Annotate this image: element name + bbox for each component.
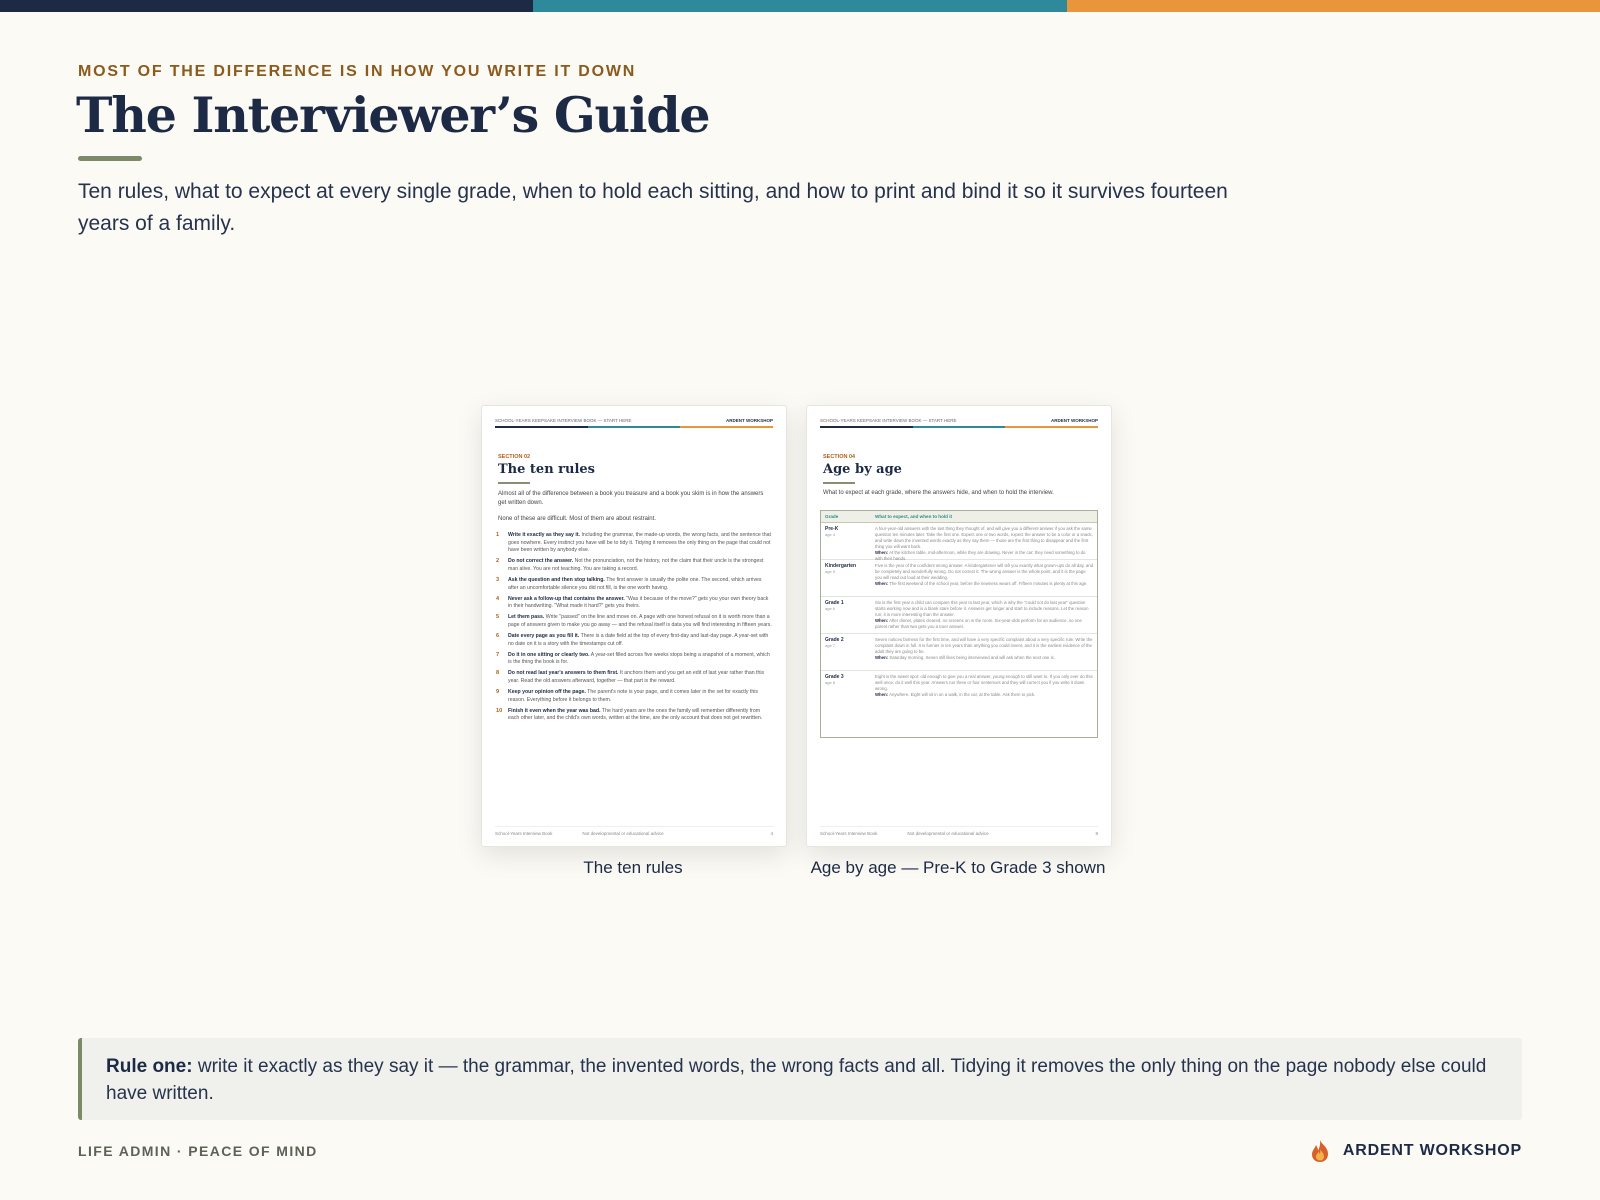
thumb-subtitle: What to expect at each grade, where the answers hide, and when to hold the interview. (823, 490, 1054, 496)
thumb-footer-mid: Not developmental or educational advice (907, 831, 989, 836)
rule-item (496, 689, 772, 704)
rule-head: Keep your opinion off the page. (508, 689, 586, 696)
eyebrow: MOST OF THE DIFFERENCE IS IN HOW YOU WRITE IT DOWN (78, 63, 637, 80)
rule-text (508, 558, 772, 573)
rule-body: "Was it because of the move?" gets you your own theory back in their handwriting. "What made it hard?" gets you theirs. (508, 595, 769, 610)
thumb-footer (495, 826, 773, 836)
rule-item (496, 558, 772, 573)
rule-item (496, 708, 772, 723)
rule-head: Date every page as you fill it. (508, 633, 580, 640)
grade-age: age 5 (825, 569, 836, 574)
rule-body: The hard years are the ones the family will remember differently from each other later, and the child's own words, written at the time, are the only account that does not get rewritten. (508, 707, 763, 722)
thumb-stripe (820, 426, 1098, 428)
rule-head: Finish it even when the year was bad. (508, 707, 601, 714)
when-label: When: (875, 692, 889, 697)
rule-body: A year-set filled across five weeks stops being a snapshot of a moment, which is the thing the book is for. (508, 651, 770, 666)
rule-number: 10 (496, 707, 503, 714)
age-table-row (821, 560, 1097, 597)
rule-item (496, 670, 772, 685)
grade-label: Grade 2 (825, 637, 844, 643)
top-color-stripe (0, 0, 1600, 12)
age-table-row (821, 671, 1097, 708)
expect-cell (875, 600, 1097, 630)
grade-cell (821, 600, 875, 630)
when-text: At the kitchen table, mid-afternoon, while they are drawing. Never in the car; they need something to do with their hands. (875, 550, 1086, 561)
thumbnail-caption-age-by-age: Age by age — Pre-K to Grade 3 shown (810, 858, 1106, 877)
expect-text: Eight is the sweet spot: old enough to give you a real answer, young enough to still want to. If you only ever do this well once, do it well this year. Answers run three or four sentences and they will correct you if you write it down wrong. (875, 674, 1093, 691)
page-title: The Interviewer’s Guide (76, 86, 710, 144)
grade-cell (821, 674, 875, 705)
grade-label: Kindergarten (825, 563, 857, 569)
rule-body: The first answer is usually the polite one. The second, which arrives after an uncomfortable silence you did not fill, is the one worth having. (508, 576, 762, 591)
rule-body: The parent's note is your page, and it comes later in the set for exactly this reason. Everything before it belongs to them. (508, 689, 758, 703)
rule-item (496, 596, 772, 611)
age-table-row (821, 597, 1097, 634)
rule-item (496, 614, 772, 629)
thumb-intro-text: Almost all of the difference between a book you treasure and a book you skim is in how the answers get written down. (498, 491, 764, 506)
thumbnail-age-by-age[interactable] (806, 405, 1112, 847)
rule-body: Write "passed" on the line and move on. A page with one honest refusal on it is worth more than a page of answers given to make you go away — and the refusal itself is data you will find interesting in fifteen years. (508, 614, 772, 628)
rule-head: Let them pass. (508, 614, 545, 621)
rule-body: Including the grammar, the made-up words, the wrong facts, and the sentence that goes nowhere. Every instinct you have will be to tidy it. Tidying it removes the only thing on the page that could not have been written by anybody else. (508, 532, 771, 554)
grade-cell (821, 637, 875, 667)
rule-text (508, 633, 772, 648)
rule-text (508, 577, 772, 592)
footer-brand (1309, 1139, 1522, 1163)
grade-age: age 6 (825, 606, 836, 611)
thumb-header-left: SCHOOL-YEARS KEEPSAKE INTERVIEW BOOK — START HERE (820, 418, 957, 423)
rules-list (496, 532, 772, 726)
when-label: When: (875, 550, 889, 555)
thumb-footer (820, 826, 1098, 836)
grade-label: Grade 3 (825, 674, 844, 680)
rule-head: Do not correct the answer. (508, 558, 574, 565)
thumb-footer-left: School-Years Interview Book (820, 831, 878, 836)
age-table-row (821, 634, 1097, 671)
thumb-header-right: ARDENT WORKSHOP (1051, 418, 1098, 423)
when-label: When: (875, 655, 889, 660)
rule-item (496, 532, 772, 555)
flame-icon (1309, 1139, 1331, 1163)
footer-tagline: LIFE ADMIN · PEACE OF MIND (78, 1143, 318, 1159)
thumb-section: SECTION 02 (498, 454, 531, 460)
rule-body: There is a date field at the top of every first-day and last-day page. A year-set with no date on it is a story with the timestamps cut off. (508, 633, 769, 647)
grade-label: Grade 1 (825, 600, 844, 606)
rule-number: 5 (496, 614, 500, 621)
thumbnail-ten-rules[interactable] (481, 405, 787, 847)
expect-cell (875, 526, 1097, 561)
rule-number: 6 (496, 633, 500, 640)
brand-name: ARDENT WORKSHOP (1342, 1142, 1522, 1159)
expect-cell (875, 674, 1097, 705)
rule-number: 2 (496, 558, 500, 565)
rule-text (508, 689, 772, 704)
grade-age: age 8 (825, 680, 836, 685)
age-table (820, 510, 1098, 738)
age-table-header-expect: What to expect, and when to hold it (875, 514, 953, 519)
when-text: Anywhere. Eight will sit in on a walk, in the car, at the table. Ask them to pick. (889, 692, 1036, 697)
rule-text (508, 670, 772, 685)
rule-item (496, 577, 772, 592)
grade-label: Pre-K (825, 526, 839, 532)
rule-number: 3 (496, 576, 500, 583)
thumb-footer-page: 8 (1095, 831, 1098, 836)
lede: Ten rules, what to expect at every single grade, when to hold each sitting, and how to print and bind it so it survives fourteen years of a family. (78, 180, 1228, 235)
age-table-body (821, 523, 1097, 708)
rule-item (496, 652, 772, 667)
when-label: When: (875, 618, 889, 623)
when-text: The first weekend of the school year, before the newness wears off. Fifteen minutes is plenty at this age. (889, 581, 1088, 586)
rule-text (508, 708, 772, 723)
rule-number: 9 (496, 689, 500, 696)
thumb-header (820, 418, 1098, 423)
grade-age: age 4 (825, 532, 836, 537)
rule-head: Ask the question and then stop talking. (508, 576, 605, 583)
when-text: Saturday morning. Seven still likes being interviewed and will ask when the next one is. (889, 655, 1055, 660)
stripe-teal (533, 0, 1066, 12)
age-table-row (821, 523, 1097, 560)
thumb-intro-text-2: None of these are difficult. Most of them are about restraint. (498, 516, 656, 522)
rule-text (508, 652, 772, 667)
thumb-footer-page: 4 (770, 831, 773, 836)
rule-number: 7 (496, 651, 500, 658)
when-label: When: (875, 581, 889, 586)
rule-text (508, 614, 772, 629)
thumb-header-left: SCHOOL-YEARS KEEPSAKE INTERVIEW BOOK — START HERE (495, 418, 632, 423)
rule-head: Write it exactly as they say it. (508, 532, 580, 538)
expect-text: A four-year-old answers with the last thing they thought of, and will give you a different answer if you ask the same question ten minutes later. Take the first one. Expect one or two words, expect the answer to be a color or a snack, and write down the invented words exactly as they say them — those are the first thing to disappear and the first thing you will want back. (875, 526, 1093, 549)
rule-number: 8 (496, 670, 500, 677)
thumb-header-right: ARDENT WORKSHOP (726, 418, 773, 423)
expect-text: Five is the year of the confident wrong answer. A kindergartener will tell you exactly what grown-ups do all day, and be completely and wonderfully wrong. Do not correct it. The wrong answer is the whole point, and it is the page you will read out loud at their wedding. (875, 563, 1093, 580)
when-text: After dinner, plates cleared, no screens on in the room. Six-year-olds perform for an audience, so one parent rather than two gets you a truer answer. (875, 618, 1082, 629)
grade-age: age 7 (825, 643, 836, 648)
thumb-intro (498, 490, 770, 524)
stripe-navy (0, 0, 533, 12)
rule-body: Not the pronunciation, not the history, not the claim that their uncle is the strongest man alive. You are not teaching. You are taking a record. (508, 558, 764, 572)
rule-item (496, 633, 772, 648)
expect-cell (875, 637, 1097, 667)
rule-body: It anchors them and you get an edit of last year rather than this year. Read the old answers afterward, together — that part is the reward. (508, 670, 765, 684)
age-table-header-grade: Grade (825, 514, 839, 519)
thumb-header (495, 418, 773, 423)
thumbnail-caption-ten-rules: The ten rules (583, 858, 683, 877)
stripe-orange (1067, 0, 1600, 12)
expect-cell (875, 563, 1097, 593)
rule-head: Do it in one sitting or clearly two. (508, 651, 590, 658)
rule-text (508, 532, 772, 555)
rule-number: 1 (496, 532, 500, 538)
thumb-title-underline (498, 482, 530, 484)
expect-text: Seven notices fairness for the first time, and will have a very specific complaint about a very specific rule. Write the complaint down in full. It is funnier in ten years than anything you could invent, and it is the earliest evidence of the adult they are going to be. (875, 637, 1093, 654)
rule-number: 4 (496, 595, 500, 602)
thumb-stripe (495, 426, 773, 428)
rule-text (508, 596, 772, 611)
thumb-footer-mid: Not developmental or educational advice (582, 831, 664, 836)
rule-head: Never ask a follow-up that contains the answer. (508, 595, 625, 602)
callout-lead: Rule one: (106, 1056, 193, 1077)
age-table-header (821, 511, 1097, 523)
thumb-section: SECTION 04 (823, 454, 856, 460)
callout-text: write it exactly as they say it — the grammar, the invented words, the wrong facts and all. Tidying it removes the only thing on the page nobody else could have written. (106, 1056, 1487, 1104)
grade-cell (821, 563, 875, 593)
rule-one-callout (78, 1038, 1522, 1120)
grade-cell (821, 526, 875, 556)
thumb-title-underline (823, 482, 855, 484)
thumb-footer-left: School-Years Interview Book (495, 831, 553, 836)
rule-head: Do not read last year's answers to them first. (508, 670, 619, 677)
thumb-title: Age by age (823, 462, 902, 477)
title-underline (78, 156, 142, 161)
thumb-title: The ten rules (498, 462, 596, 477)
expect-text: Six is the first year a child can compare this year to last year, which is why the "could not do last year" question starts working now and is a blank stare before it. Answers get longer and start to include reasons. Let the reason run; it is more interesting than the answer. (875, 600, 1089, 617)
